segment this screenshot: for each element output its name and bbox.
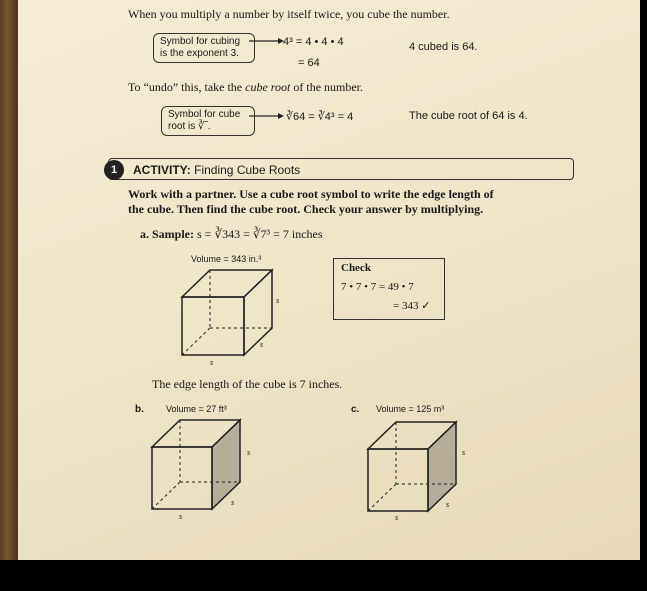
sample-line: a. Sample: s = ∛343 = ∛7³ = 7 inches bbox=[140, 227, 323, 241]
volume-a-label: Volume = 343 in.³ bbox=[191, 254, 262, 264]
expr-4-cubed: 4³ = 4 • 4 • 4 bbox=[283, 36, 344, 48]
activity-title: ACTIVITY: Finding Cube Roots bbox=[133, 163, 301, 177]
symbol-root-line-1: Symbol for cube bbox=[168, 109, 241, 120]
instructions-line-2: the cube. Then find the cube root. Check your answer by multiplying. bbox=[128, 202, 484, 216]
intro-line-2: To “undo” this, take the cube root of the number. bbox=[128, 80, 364, 94]
item-b-label: b. bbox=[135, 404, 144, 415]
check-title: Check bbox=[341, 262, 371, 274]
edge-label-c3: s bbox=[395, 513, 399, 522]
intro-line-1: When you multiply a number by itself twice, you cube the number. bbox=[128, 7, 450, 21]
edge-label-b3: s bbox=[179, 512, 183, 521]
edge-label-c1: s bbox=[462, 448, 466, 457]
symbol-cubing-line-2: is the exponent 3. bbox=[160, 48, 239, 59]
conclusion-text: The edge length of the cube is 7 inches. bbox=[152, 377, 343, 391]
item-c-label: c. bbox=[351, 404, 360, 415]
volume-c-label: Volume = 125 m³ bbox=[376, 404, 445, 414]
note-cube-root: The cube root of 64 is 4. bbox=[409, 110, 528, 122]
symbol-root-line-2: root is ∛‾. bbox=[168, 121, 211, 132]
edge-label-a3: s bbox=[210, 358, 214, 367]
note-4-cubed: 4 cubed is 64. bbox=[409, 41, 478, 53]
expr-64: = 64 bbox=[298, 57, 320, 69]
edge-label-a1: s bbox=[276, 296, 280, 305]
check-line-1: 7 • 7 • 7 = 49 • 7 bbox=[341, 281, 414, 293]
edge-label-c2: s bbox=[446, 500, 450, 509]
edge-label-a2: s bbox=[260, 340, 264, 349]
expr-cube-root-64: ∛64 = ∛4³ = 4 bbox=[286, 111, 354, 123]
edge-label-b2: s bbox=[231, 498, 235, 507]
symbol-cubing-line-1: Symbol for cubing bbox=[160, 36, 241, 47]
instructions-line-1: Work with a partner. Use a cube root symbol to write the edge length of bbox=[128, 187, 494, 201]
volume-b-label: Volume = 27 ft³ bbox=[166, 404, 227, 414]
activity-number-badge: 1 bbox=[104, 160, 124, 180]
check-line-2: = 343 ✓ bbox=[393, 300, 431, 312]
edge-label-b1: s bbox=[247, 448, 251, 457]
